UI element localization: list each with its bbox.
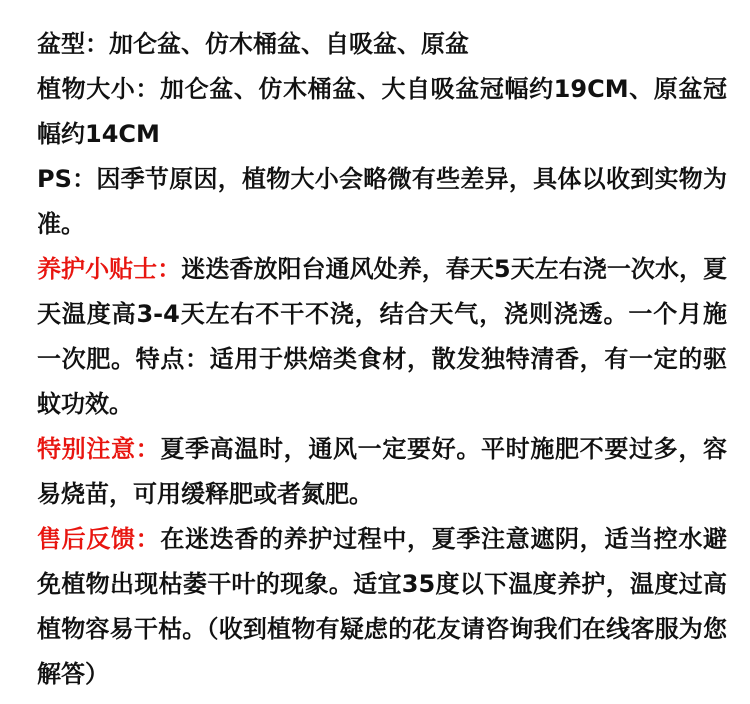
ps-paragraph	[37, 157, 727, 247]
care-tips-text: 迷迭香放阳台通风处养，春天5天左右浇一次水，夏天温度高3-4天左右不干不浇，结合天气，浇则浇透。一个月施一次肥。特点：适用于烘焙类食材，散发独特清香，有一定的驱蚊功效。	[37, 255, 727, 418]
special-notice-paragraph	[37, 427, 727, 517]
pot-type-paragraph	[37, 22, 727, 67]
special-notice-text: 夏季高温时，通风一定要好。平时施肥不要过多，容易烧苗，可用缓释肥或者氮肥。	[37, 435, 728, 508]
after-sales-paragraph	[37, 517, 727, 697]
after-sales-label: 售后反馈：	[37, 525, 161, 553]
after-sales-text: 在迷迭香的养护过程中，夏季注意遮阴，适当控水避免植物出现枯萎干叶的现象。适宜35度以下温度养护，温度过高植物容易干枯。（收到植物有疑虑的花友请咨询我们在线客服为您解答）	[37, 525, 728, 688]
plant-size-text: 植物大小：加仑盆、仿木桶盆、大自吸盆冠幅约19CM、原盆冠幅约14CM	[37, 75, 727, 148]
plant-size-paragraph	[37, 67, 727, 157]
ps-text: PS：因季节原因，植物大小会略微有些差异，具体以收到实物为准。	[37, 165, 727, 238]
special-notice-label: 特别注意：	[37, 435, 161, 463]
pot-type-text: 盆型：加仑盆、仿木桶盆、自吸盆、原盆	[37, 30, 469, 58]
care-tips-label: 养护小贴士：	[37, 255, 182, 283]
product-notes-document	[37, 22, 727, 697]
care-tips-paragraph	[37, 247, 727, 427]
